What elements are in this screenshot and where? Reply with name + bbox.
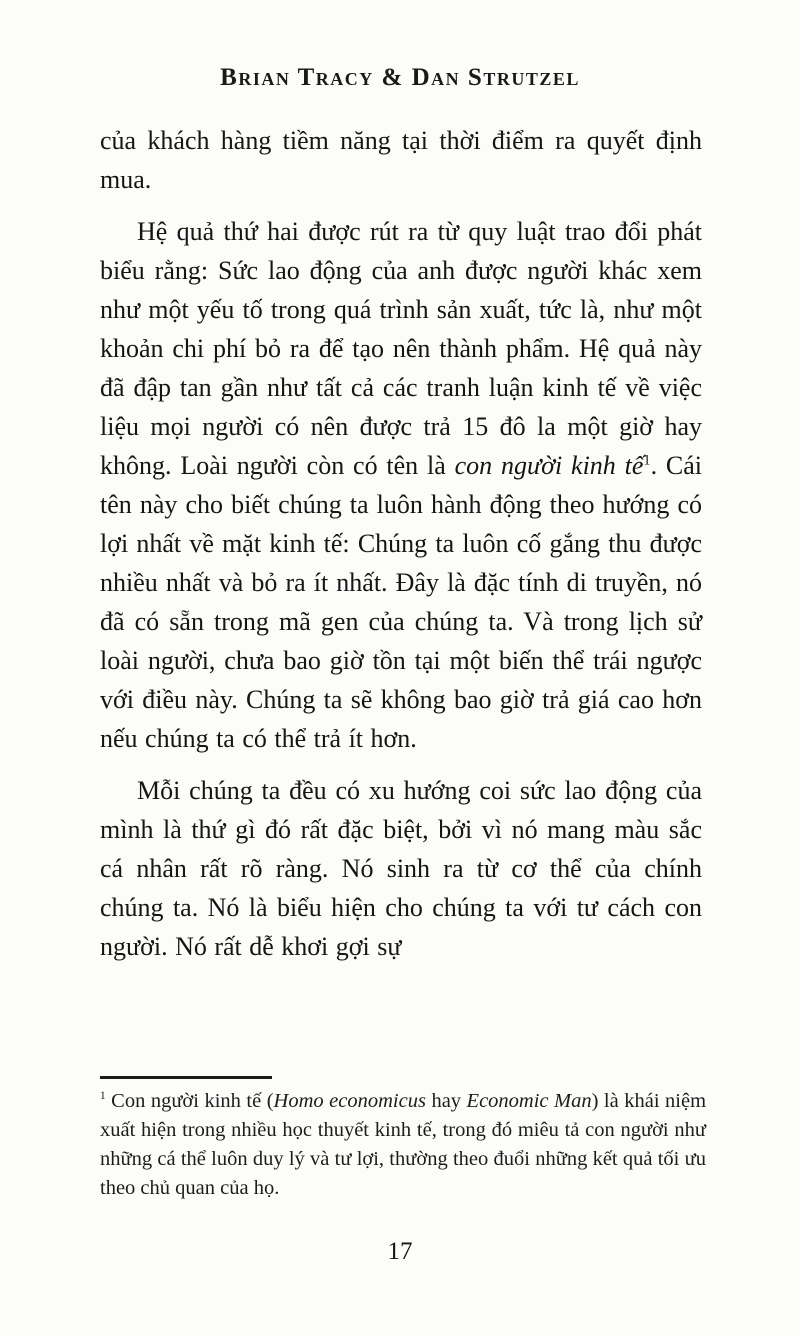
- page-number: 17: [387, 1238, 413, 1265]
- paragraph: Hệ quả thứ hai được rút ra từ quy luật trao đổi phát biểu rằng: Sức lao động của anh được người khác xem như một yếu tố trong quá trình sản xuất, tức là, như một khoản chi phí bỏ ra để tạo nên thành phẩm. Hệ quả này đã đập tan gần như tất cả các tranh luận kinh tế về việc liệu mọi người có nên được trả 15 đô la một giờ hay không. Loài người còn có tên là con người kinh tế$^1$. Cái tên này cho biết chúng ta luôn hành động theo hướng có lợi nhất về mặt kinh tế: Chúng ta luôn cố gắng thu được nhiều nhất và bỏ ra ít nhất. Đây là đặc tính di truyền, nó đã có sẵn trong mã gen của chúng ta. Và trong lịch sử loài người, chưa bao giờ tồn tại một biến thể trái ngược với điều này. Chúng ta sẽ không bao giờ trả giá cao hơn nếu chúng ta có thể trả ít hơn.: [100, 217, 702, 753]
- footnote-text: $^1$ Con người kinh tế (Homo economicus hay Economic Man) là khái niệm xuất hiện trong nhiều học thuyết kinh tế, trong đó miêu tả con người như những cá thể luôn duy lý và tư lợi, thường theo đuổi những kết quả tối ưu theo chủ quan của họ.: [100, 1090, 707, 1199]
- footnote-divider: [100, 1076, 272, 1079]
- paragraph: Mỗi chúng ta đều có xu hướng coi sức lao động của mình là thứ gì đó rất đặc biệt, bởi vì nó mang màu sắc cá nhân rất rõ ràng. Nó sinh ra từ cơ thể của chính chúng ta. Nó là biểu hiện cho chúng ta với tư cách con người. Nó rất dễ khơi gợi sự: [100, 776, 702, 961]
- footnote: [100, 1076, 706, 1203]
- paragraph: của khách hàng tiềm năng tại thời điểm ra quyết định mua.: [100, 126, 702, 194]
- body-text: [100, 121, 702, 966]
- running-header: Brian Tracy & Dan Strutzel: [220, 64, 580, 91]
